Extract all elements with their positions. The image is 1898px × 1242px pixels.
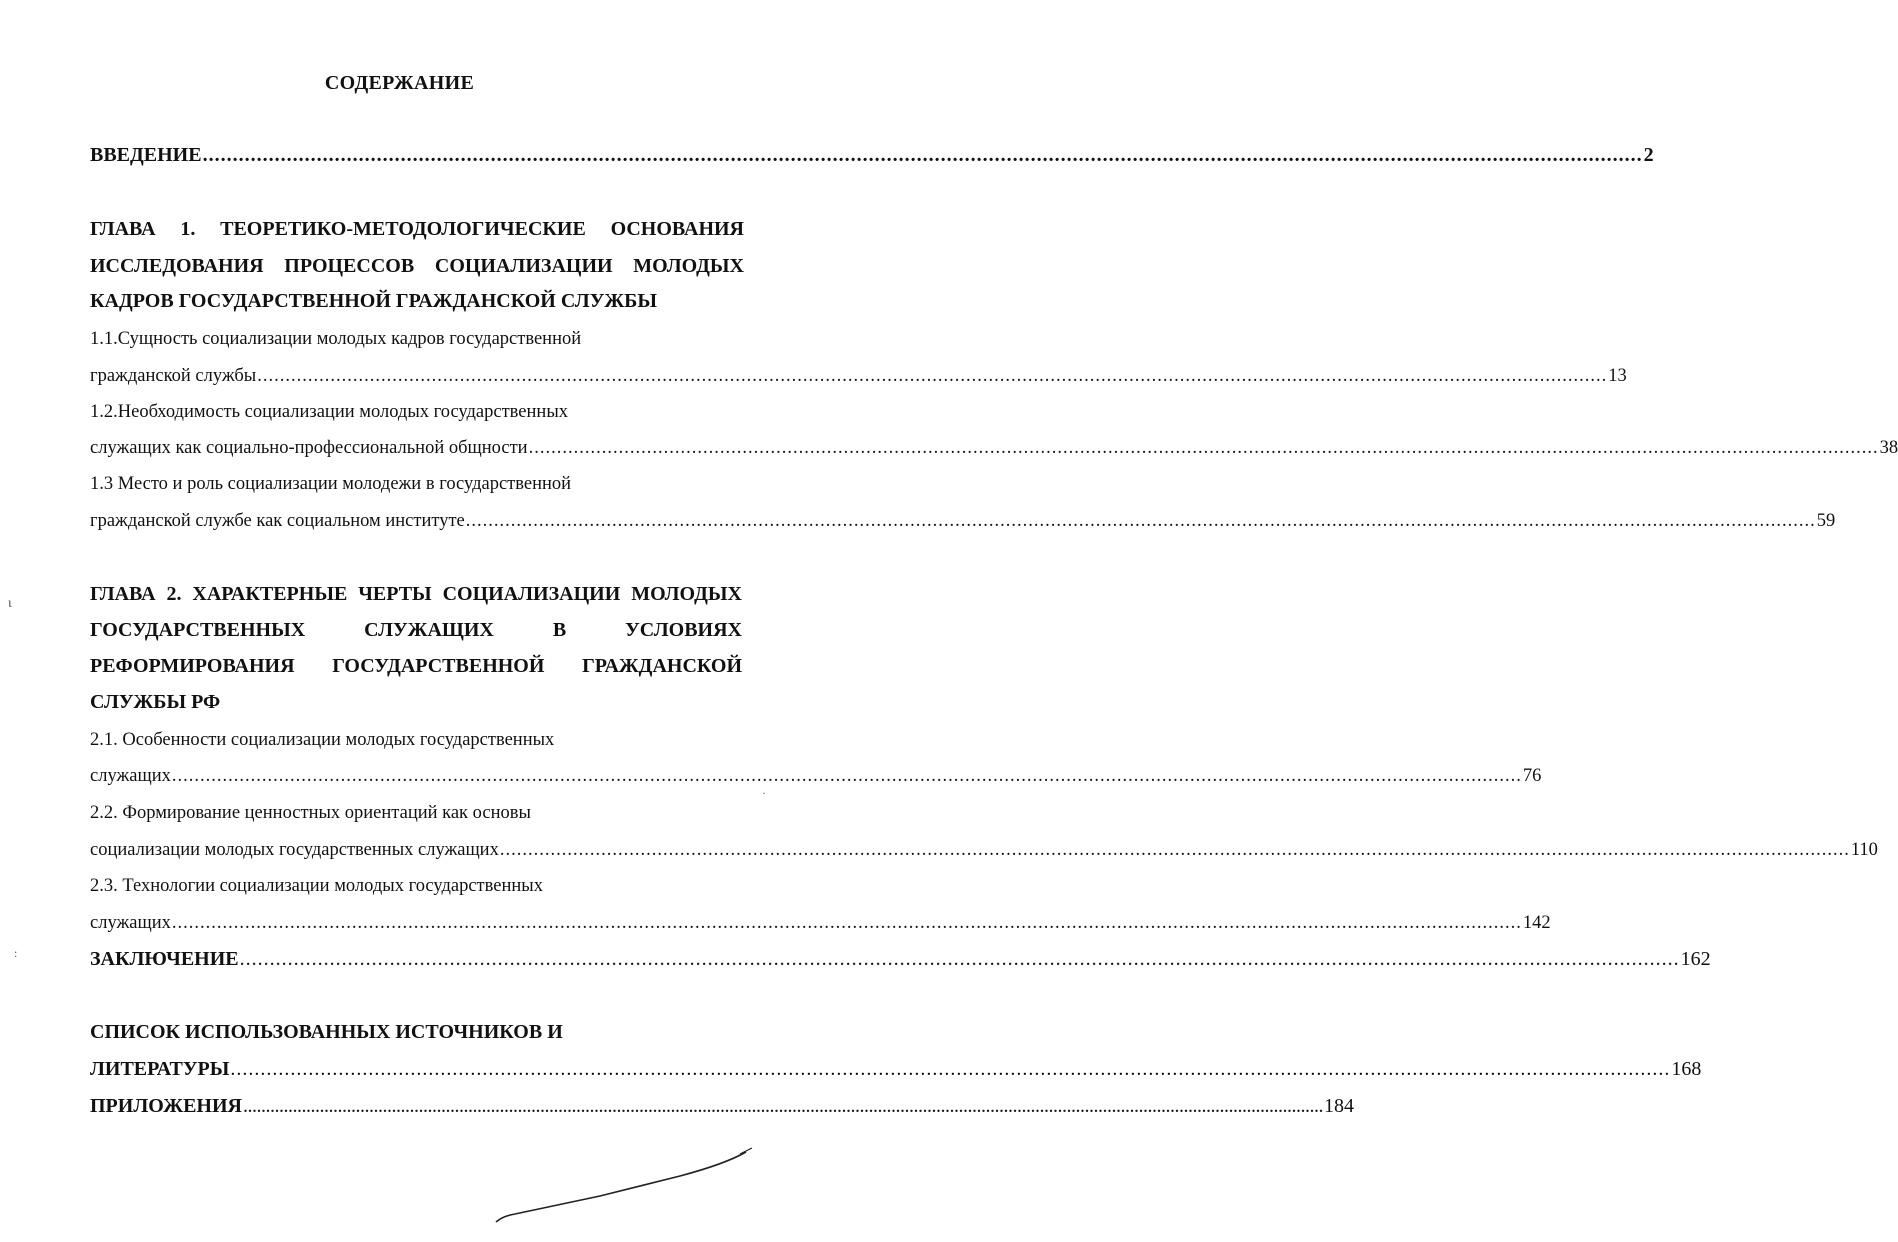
heading-word: ГОСУДАРСТВЕННОЙ [332, 655, 545, 677]
heading-word: 1. [180, 218, 196, 240]
dot-leader: ................................................................................................................................................................................................................................................ [242, 1095, 1323, 1117]
heading-word: МОЛОДЫХ [631, 583, 742, 605]
heading-word: 2. [166, 583, 182, 605]
heading-word: ОСНОВАНИЯ [610, 218, 744, 240]
scan-mark: ι [8, 596, 12, 611]
toc-entry-label: ЛИТЕРАТУРЫ [90, 1058, 230, 1080]
heading-word: В [552, 619, 567, 641]
toc-entry-label: гражданской службе как социальном институте [90, 511, 465, 531]
toc-page-number: 38 [1879, 438, 1898, 458]
heading-word: ТЕОРЕТИКО-МЕТОДОЛОГИЧЕСКИЕ [220, 218, 586, 240]
heading-word: ГОСУДАРСТВЕННЫХ [90, 619, 306, 641]
toc-entry-label: ЗАКЛЮЧЕНИЕ [90, 948, 239, 970]
toc-entry-label: ПРИЛОЖЕНИЯ [90, 1095, 242, 1117]
toc-entry-label: служащих [90, 766, 171, 786]
toc-page-number: 13 [1608, 366, 1627, 386]
chapter1-heading-line3: КАДРОВ ГОСУДАРСТВЕННОЙ ГРАЖДАНСКОЙ СЛУЖБЫ [90, 290, 658, 312]
heading-word: ГЛАВА [90, 583, 156, 605]
dot-leader: ................................................................................................................................................................................................................................................ [528, 438, 1879, 458]
section-1-2-title: 1.2.Необходимость социализации молодых государственных [90, 402, 569, 422]
dot-leader: ................................................................................................................................................................................................................................................ [499, 840, 1850, 860]
heading-word: ГЛАВА [90, 218, 156, 240]
chapter2-heading-line4: СЛУЖБЫ РФ [90, 691, 221, 713]
toc-page-number: 110 [1850, 840, 1878, 860]
heading-word: РЕФОРМИРОВАНИЯ [90, 655, 295, 677]
scan-mark: · [762, 786, 766, 800]
heading-word: ХАРАКТЕРНЫЕ [192, 583, 348, 605]
toc-entry-label: социализации молодых государственных служащих [90, 840, 499, 860]
dot-leader: ................................................................................................................................................................................................................................................ [202, 144, 1643, 166]
references-heading-line1: СПИСОК ИСПОЛЬЗОВАННЫХ ИСТОЧНИКОВ И [90, 1021, 563, 1043]
toc-page-number: 76 [1522, 766, 1542, 786]
toc-page-number: 162 [1680, 948, 1711, 970]
signature-stroke [0, 0, 799, 1242]
toc-page-number: 168 [1671, 1058, 1702, 1080]
heading-word: СЛУЖАЩИХ [364, 619, 494, 641]
section-1-1-title: 1.1.Сущность социализации молодых кадров государственной [90, 329, 582, 349]
scan-mark: : [14, 946, 18, 960]
heading-word: ИССЛЕДОВАНИЯ [90, 255, 264, 277]
heading-word: ЧЕРТЫ [358, 583, 432, 605]
heading-word: ПРОЦЕССОВ [284, 255, 415, 277]
section-2-1-title: 2.1. Особенности социализации молодых государственных [90, 730, 555, 750]
toc-entry-label: ВВЕДЕНИЕ [90, 144, 202, 166]
section-2-3-title: 2.3. Технологии социализации молодых государственных [90, 876, 543, 896]
section-1-3-title: 1.3 Место и роль социализации молодежи в государственной [90, 474, 572, 494]
heading-word: УСЛОВИЯХ [625, 619, 742, 641]
heading-word: СОЦИАЛИЗАЦИИ [434, 255, 613, 277]
heading-word: МОЛОДЫХ [633, 255, 744, 277]
dot-leader: ................................................................................................................................................................................................................................................ [171, 913, 1522, 933]
section-2-2-title: 2.2. Формирование ценностных ориентаций как основы [90, 803, 531, 823]
heading-word: ГРАЖДАНСКОЙ [582, 655, 742, 677]
dot-leader: ................................................................................................................................................................................................................................................ [230, 1058, 1671, 1080]
toc-page-number: 184 [1323, 1095, 1354, 1117]
page-title: СОДЕРЖАНИЕ [324, 72, 475, 94]
heading-word: СОЦИАЛИЗАЦИИ [442, 583, 621, 605]
dot-leader: ................................................................................................................................................................................................................................................ [465, 511, 1816, 531]
toc-page-number: 142 [1522, 913, 1551, 933]
dot-leader: ................................................................................................................................................................................................................................................ [257, 366, 1608, 386]
dot-leader: ................................................................................................................................................................................................................................................ [239, 948, 1680, 970]
toc-entry-label: служащих как социально-профессиональной общности [90, 438, 528, 458]
dot-leader: ................................................................................................................................................................................................................................................ [171, 766, 1522, 786]
toc-entry-label: служащих [90, 913, 171, 933]
toc-page-number: 2 [1643, 144, 1654, 166]
toc-entry-label: гражданской службы [90, 366, 257, 386]
toc-page-number: 59 [1816, 511, 1836, 531]
